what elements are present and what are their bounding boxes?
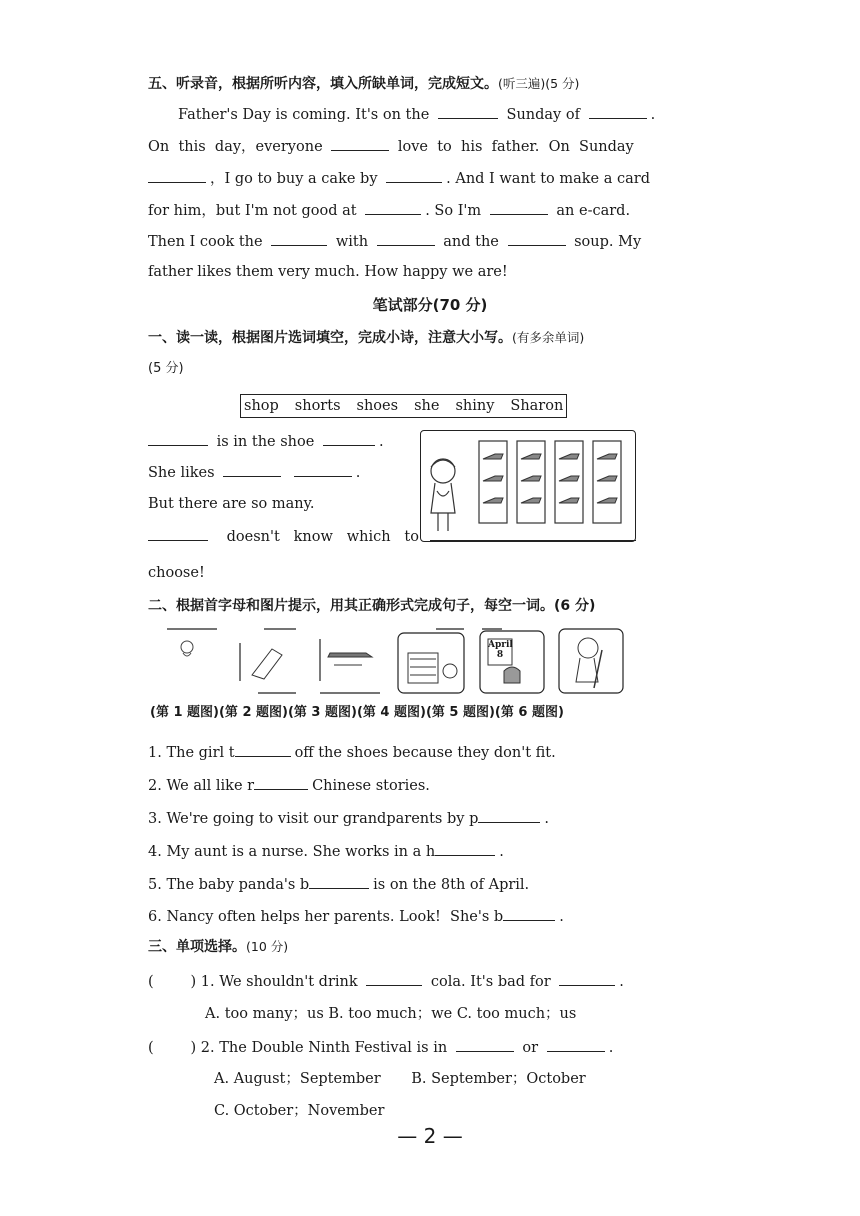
question-text: 2. The Double Ninth Festival is in <box>200 1040 448 1056</box>
answer-blank[interactable] <box>235 742 291 757</box>
passage-line-1 <box>178 104 655 125</box>
caption: (第 1 题图) <box>150 705 219 720</box>
calendar-month: April <box>488 640 513 650</box>
option-b: B. September；October <box>411 1071 586 1087</box>
section3-question-2-options <box>214 1069 586 1089</box>
passage-line-2 <box>148 136 634 157</box>
passage-line-4 <box>148 200 630 221</box>
answer-blank[interactable] <box>366 971 422 986</box>
passage-line-3 <box>148 168 650 189</box>
page-number: — 2 — <box>397 1124 463 1148</box>
option-a: A. August；September <box>214 1071 381 1087</box>
section1-score: (5 分) <box>148 361 184 376</box>
answer-paren[interactable]: ( ) <box>148 974 197 990</box>
poem-text: choose! <box>148 565 205 581</box>
poem-text: . <box>355 465 361 481</box>
word-option: she <box>414 398 440 414</box>
picture-captions <box>150 701 564 720</box>
answer-blank[interactable] <box>508 231 566 246</box>
section3-score: (10 分) <box>246 939 289 954</box>
answer-blank[interactable] <box>377 231 435 246</box>
question5-calendar-picture <box>478 625 546 695</box>
answer-blank[interactable] <box>559 971 615 986</box>
question-text: . <box>619 974 624 990</box>
question-text: . <box>559 909 564 925</box>
question-text: . <box>544 811 549 827</box>
passage-line-5 <box>148 231 641 252</box>
word-bank <box>240 394 567 418</box>
poem-text: doesn't know which to <box>226 529 419 545</box>
answer-blank[interactable] <box>309 874 369 889</box>
poem-text: But there are so many. <box>148 496 315 512</box>
passage-text: . And I want to make a card <box>446 171 650 187</box>
answer-blank[interactable] <box>438 104 498 119</box>
section1-note: (有多余单词) <box>512 330 585 345</box>
question-text: . <box>608 1040 614 1056</box>
section2-heading: 二、根据首字母和图片提示，用其正确形式完成句子，每空一词。(6 分) <box>148 598 596 614</box>
passage-text: . So I'm <box>425 203 482 219</box>
passage-text: love to his father. On Sunday <box>397 139 634 155</box>
question-text: 6. Nancy often helps her parents. Look! She's b <box>148 909 504 925</box>
word-option: shop <box>244 398 279 414</box>
calendar-day: 8 <box>496 650 504 660</box>
poem-line-3 <box>148 494 314 514</box>
word-option: Sharon <box>510 398 564 414</box>
section5-note: (听三遍)(5 分) <box>498 76 580 91</box>
passage-text: soup. My <box>574 234 642 250</box>
section3-heading <box>148 937 288 957</box>
passage-text: father likes them very much. How happy we are! <box>148 264 508 280</box>
girl-shoes-illustration <box>421 431 635 541</box>
question-text: . <box>499 844 504 860</box>
passage-text: ，I go to buy a cake by <box>210 171 378 187</box>
question-text: 1. We shouldn't drink <box>200 974 358 990</box>
answer-blank[interactable] <box>490 200 548 215</box>
section3-question-2-option-c: C. October；November <box>214 1103 385 1119</box>
section5-title: 五、听录音，根据所听内容，填入所缺单词，完成短文。 <box>148 76 498 92</box>
answer-blank[interactable] <box>148 431 208 446</box>
section2-question-2 <box>148 775 430 796</box>
caption: (第 6 题图) <box>494 705 564 720</box>
section1-heading <box>148 328 584 348</box>
poem-text: is in the shoe <box>216 434 315 450</box>
poem-line-5 <box>148 563 205 583</box>
question-text: 3. We're going to visit our grandparents by p <box>148 811 479 827</box>
caption: (第 5 题图) <box>425 705 495 720</box>
question-text: cola. It's bad for <box>430 974 551 990</box>
poem-text: She likes <box>148 465 215 481</box>
word-option: shoes <box>356 398 399 414</box>
section2-question-5 <box>148 874 529 895</box>
caption: (第 2 题图) <box>218 705 288 720</box>
passage-text: On this day，everyone <box>148 139 323 155</box>
calendar-label <box>488 640 512 660</box>
passage-text: Then I cook the <box>148 234 263 250</box>
answer-blank[interactable] <box>148 526 208 541</box>
section1-title: 一、读一读，根据图片选词填空，完成小诗，注意大小写。 <box>148 330 512 346</box>
question-text: 2. We all like r <box>148 778 255 794</box>
answer-blank[interactable] <box>294 462 352 477</box>
question4-picture <box>396 625 466 695</box>
answer-blank[interactable] <box>148 168 206 183</box>
question-text: Chinese stories. <box>312 778 430 794</box>
answer-blank[interactable] <box>589 104 647 119</box>
question3-picture <box>318 625 384 695</box>
passage-text: and the <box>443 234 499 250</box>
answer-blank[interactable] <box>323 431 375 446</box>
caption: (第 3 题图) <box>287 705 357 720</box>
question-text: 5. The baby panda's b <box>148 877 310 893</box>
answer-blank[interactable] <box>365 200 421 215</box>
answer-blank[interactable] <box>503 906 555 921</box>
shoe-shop-picture <box>420 430 636 542</box>
answer-blank[interactable] <box>271 231 327 246</box>
section5-heading <box>148 74 579 94</box>
section2-question-3 <box>148 808 549 829</box>
written-part-title: 笔试部分(70 分) <box>372 296 488 314</box>
question-text: is on the 8th of April. <box>373 877 530 893</box>
section3-question-1-options: A. too many；us B. too much；we C. too much；us <box>205 1006 577 1022</box>
section2-question-1 <box>148 742 556 763</box>
section3-title: 三、单项选择。 <box>148 939 246 955</box>
question6-picture <box>558 628 624 694</box>
section2-question-4 <box>148 841 504 862</box>
poem-line-2 <box>148 462 360 483</box>
section3-question-2 <box>148 1037 613 1058</box>
question-text: 4. My aunt is a nurse. She works in a h <box>148 844 436 860</box>
passage-text: with <box>335 234 369 250</box>
passage-line-6 <box>148 262 508 282</box>
passage-text: . <box>650 107 656 123</box>
answer-blank[interactable] <box>478 808 540 823</box>
question1-picture <box>165 625 221 695</box>
word-option: shiny <box>455 398 495 414</box>
passage-text: an e-card. <box>556 203 631 219</box>
answer-blank[interactable] <box>547 1037 605 1052</box>
poem-text: . <box>378 434 384 450</box>
answer-blank[interactable] <box>254 775 308 790</box>
passage-text: Sunday of <box>506 107 580 123</box>
section2-question-6 <box>148 906 564 927</box>
question-text: or <box>522 1040 539 1056</box>
answer-blank[interactable] <box>386 168 442 183</box>
poem-line-1 <box>148 431 384 452</box>
section3-question-1 <box>148 971 624 992</box>
question2-picture <box>238 625 300 695</box>
caption: (第 4 题图) <box>356 705 426 720</box>
word-option: shorts <box>294 398 341 414</box>
answer-blank[interactable] <box>435 841 495 856</box>
passage-text: for him，but I'm not good at <box>148 203 357 219</box>
question-text: 1. The girl t <box>148 745 235 761</box>
question-text: off the shoes because they don't fit. <box>294 745 556 761</box>
answer-blank[interactable] <box>456 1037 514 1052</box>
answer-paren[interactable]: ( ) <box>148 1040 197 1056</box>
passage-text: Father's Day is coming. It's on the <box>178 107 430 123</box>
answer-blank[interactable] <box>331 136 389 151</box>
answer-blank[interactable] <box>223 462 281 477</box>
